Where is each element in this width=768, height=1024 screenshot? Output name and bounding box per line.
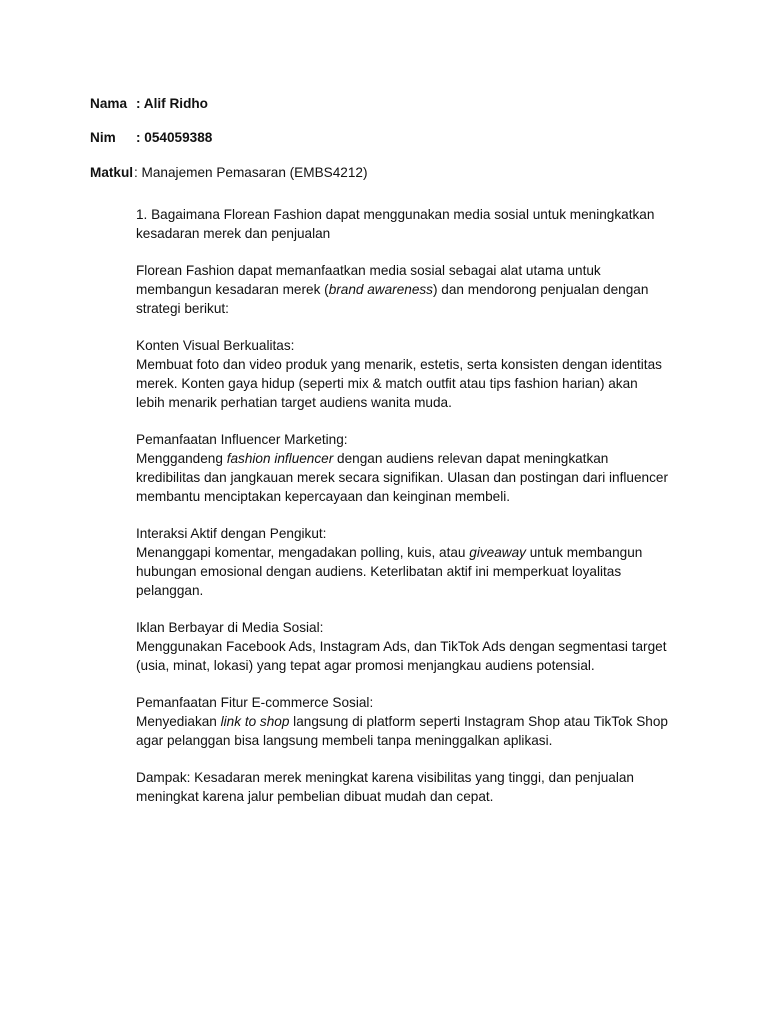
intro-line [136, 280, 696, 299]
section-text: Menanggapi komentar, mengadakan polling, kuis, atau [136, 545, 470, 560]
section-influencer [136, 430, 696, 506]
section-line: hubungan emosional dengan audiens. Keterlibatan aktif ini memperkuat loyalitas [136, 564, 622, 579]
header-nim-row [90, 128, 212, 148]
section-line: membantu menciptakan kepercayaan dan keinginan membeli. [136, 489, 511, 504]
nim-value: : 054059388 [136, 130, 213, 145]
section-text: Menyediakan [136, 714, 221, 729]
intro-block [136, 261, 696, 318]
section-title: Interaksi Aktif dengan Pengikut: [136, 526, 327, 541]
section-title: Konten Visual Berkualitas: [136, 338, 295, 353]
section-ecommerce [136, 693, 696, 750]
matkul-label: Matkul [90, 165, 134, 180]
intro-line: Florean Fashion dapat memanfaatkan media sosial sebagai alat utama untuk [136, 263, 601, 278]
nama-value: : Alif Ridho [136, 96, 208, 111]
section-line: agar pelanggan bisa langsung membeli tanpa meninggalkan aplikasi. [136, 733, 553, 748]
section-line [136, 712, 696, 731]
section-line: Menggunakan Facebook Ads, Instagram Ads, dan TikTok Ads dengan segmentasi target [136, 639, 667, 654]
nama-label: Nama [90, 96, 128, 111]
section-title: Pemanfaatan Influencer Marketing: [136, 432, 348, 447]
section-konten-visual [136, 336, 696, 412]
section-line: kredibilitas dan jangkauan merek secara signifikan. Ulasan dan postingan dari influencer [136, 470, 668, 485]
intro-italic-term: brand awareness [328, 282, 433, 297]
section-text: Menggandeng [136, 451, 227, 466]
section-line: pelanggan. [136, 583, 204, 598]
section-italic-term: giveaway [469, 545, 526, 560]
section-iklan [136, 618, 696, 675]
section-italic-term: fashion influencer [226, 451, 334, 466]
section-text: untuk membangun [525, 545, 643, 560]
section-line: merek. Konten gaya hidup (seperti mix & match outfit atau tips fashion harian) akan [136, 376, 638, 391]
section-line: Membuat foto dan video produk yang menarik, estetis, serta konsisten dengan identitas [136, 357, 662, 372]
header-matkul-row [90, 163, 367, 183]
section-text: langsung di platform seperti Instagram Shop atau TikTok Shop [289, 714, 668, 729]
impact-block [136, 768, 696, 806]
impact-line: Dampak: Kesadaran merek meningkat karena visibilitas yang tinggi, dan penjualan [136, 770, 634, 785]
section-italic-term: link to shop [220, 714, 290, 729]
section-title: Iklan Berbayar di Media Sosial: [136, 620, 324, 635]
matkul-value: : Manajemen Pemasaran (EMBS4212) [134, 165, 368, 180]
question-block [136, 205, 696, 243]
section-text: dengan audiens relevan dapat meningkatkan [333, 451, 609, 466]
intro-text: ) dan mendorong penjualan dengan [432, 282, 649, 297]
section-line [136, 449, 696, 468]
section-interaksi [136, 524, 696, 600]
impact-line: meningkat karena jalur pembelian dibuat mudah dan cepat. [136, 789, 494, 804]
section-line: lebih menarik perhatian target audiens wanita muda. [136, 395, 452, 410]
header-nama-row [90, 94, 208, 114]
intro-line: strategi berikut: [136, 301, 229, 316]
section-line: (usia, minat, lokasi) yang tepat agar promosi menjangkau audiens potensial. [136, 658, 595, 673]
question-line: 1. Bagaimana Florean Fashion dapat menggunakan media sosial untuk meningkatkan [136, 207, 655, 222]
intro-text: membangun kesadaran merek ( [136, 282, 329, 297]
nim-label: Nim [90, 130, 116, 145]
question-line: kesadaran merek dan penjualan [136, 226, 331, 241]
section-line [136, 543, 696, 562]
section-title: Pemanfaatan Fitur E-commerce Sosial: [136, 695, 374, 710]
